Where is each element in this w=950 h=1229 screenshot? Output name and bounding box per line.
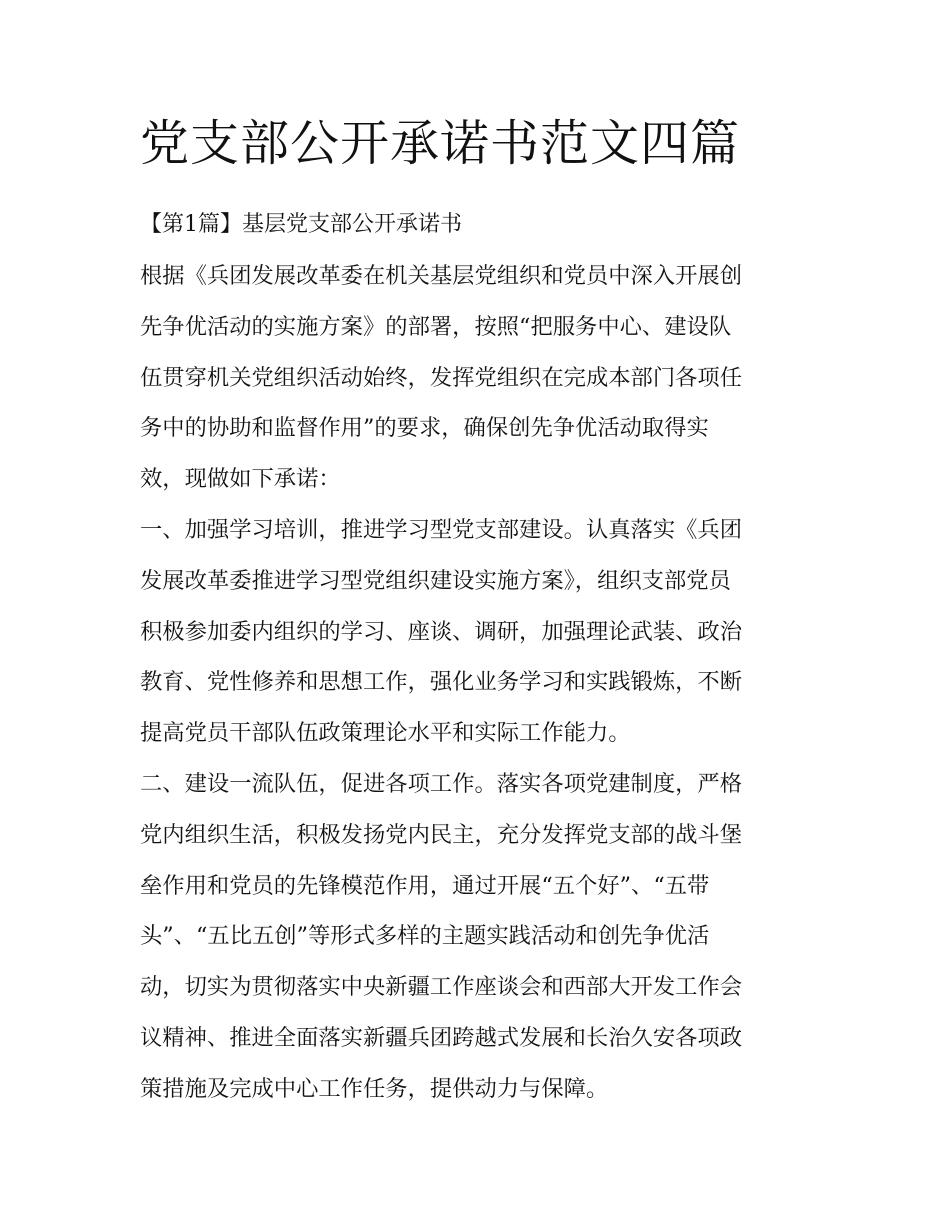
body-line: 头”、“五比五创”等形式多样的主题实践活动和创先争优活 — [140, 923, 710, 950]
body-line: 策措施及完成中心工作任务，提供动力与保障。 — [140, 1075, 609, 1102]
body-line: 发展改革委推进学习型党组织建设实施方案》，组织支部党员 — [140, 567, 731, 594]
body-line: 根据《兵团发展改革委在机关基层党组织和党员中深入开展创 — [140, 263, 743, 289]
body-line: 党内组织生活，积极发扬党内民主，充分发挥党支部的战斗堡 — [140, 821, 743, 848]
document-title: 党支部公开承诺书范文四篇 — [140, 115, 741, 172]
body-line: 效，现做如下承诺： — [140, 466, 341, 493]
body-line: 先争优活动的实施方案》的部署，按照“把服务中心、建设队 — [140, 313, 732, 340]
body-line: 二、建设一流队伍，促进各项工作。落实各项党建制度，严格 — [140, 770, 743, 797]
body-text — [140, 251, 820, 1115]
body-line: 务中的协助和监督作用”的要求，确保创先争优活动取得实 — [140, 415, 709, 442]
body-line: 垒作用和党员的先锋模范作用，通过开展“五个好”、“五带 — [140, 872, 710, 899]
body-line: 一、加强学习培训，推进学习型党支部建设。认真落实《兵团 — [140, 516, 743, 543]
body-line: 提高党员干部队伍政策理论水平和实际工作能力。 — [140, 720, 631, 747]
body-line: 积极参加委内组织的学习、座谈、调研，加强理论武装、政治 — [140, 618, 743, 645]
body-line: 动，切实为贯彻落实中央新疆工作座谈会和西部大开发工作会 — [140, 974, 743, 1001]
section-heading: 【第1篇】基层党支部公开承诺书 — [140, 212, 462, 237]
body-line: 教育、党性修养和思想工作，强化业务学习和实践锻炼，不断 — [140, 669, 743, 696]
body-line: 伍贯穿机关党组织活动始终，发挥党组织在完成本部门各项任 — [140, 364, 743, 391]
body-line: 议精神、推进全面落实新疆兵团跨越式发展和长治久安各项政 — [140, 1024, 743, 1051]
